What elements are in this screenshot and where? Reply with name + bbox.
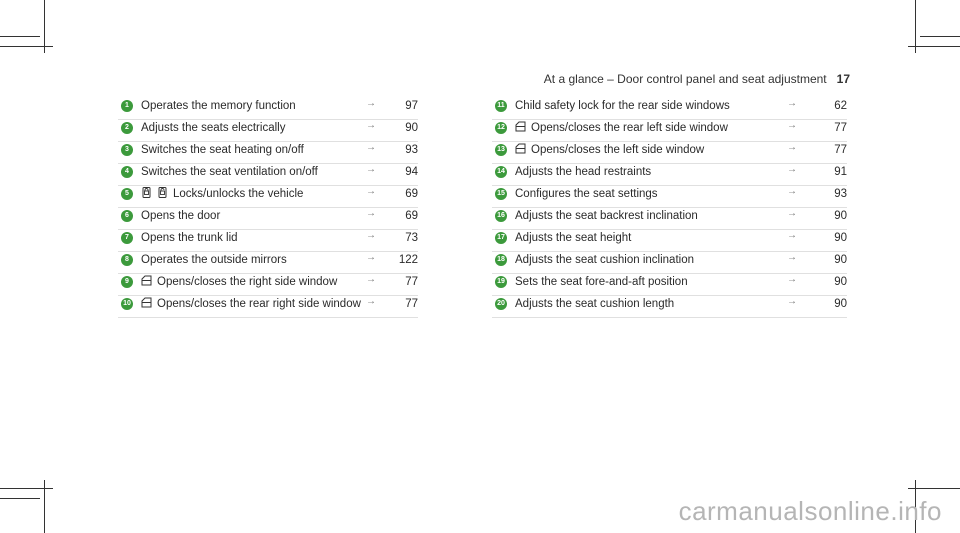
item-description <box>515 121 787 135</box>
watermark: carmanualsonline.info <box>678 496 942 526</box>
item-description <box>141 121 366 135</box>
crop-mark <box>0 46 53 47</box>
page-reference[interactable]: 69 <box>405 210 418 222</box>
page-reference-arrow: → <box>366 274 376 285</box>
list-item <box>118 186 418 208</box>
item-number-badge: 8 <box>121 254 133 266</box>
item-number-badge: 5 <box>121 188 133 200</box>
page-reference[interactable]: 77 <box>405 276 418 288</box>
item-description <box>515 99 787 113</box>
item-description <box>141 231 366 245</box>
page-reference[interactable]: 77 <box>405 298 418 310</box>
item-description <box>141 143 366 157</box>
item-number-badge: 13 <box>495 144 507 156</box>
list-item <box>118 98 418 120</box>
item-number-badge: 4 <box>121 166 133 178</box>
page-reference[interactable]: 69 <box>405 188 418 200</box>
crop-mark <box>0 498 40 499</box>
list-item <box>492 142 847 164</box>
list-item <box>492 164 847 186</box>
item-label: Opens/closes the right side window <box>157 276 338 288</box>
page-reference[interactable]: 97 <box>405 100 418 112</box>
item-label: Adjusts the seat cushion length <box>515 298 675 310</box>
crop-mark <box>44 480 45 533</box>
item-number-badge: 15 <box>495 188 507 200</box>
item-description <box>141 275 366 289</box>
header-title: At a glance – Door control panel and seat adjustment <box>543 72 827 86</box>
page-reference-arrow: → <box>366 142 376 153</box>
crop-mark <box>0 488 53 489</box>
page-reference-arrow: → <box>366 186 376 197</box>
page-reference[interactable]: 77 <box>834 144 847 156</box>
item-description <box>515 275 787 289</box>
item-description <box>141 209 366 223</box>
item-number-badge: 16 <box>495 210 507 222</box>
item-description <box>141 99 366 113</box>
crop-mark <box>44 0 45 53</box>
page-reference-arrow: → <box>366 296 376 307</box>
item-number-badge: 20 <box>495 298 507 310</box>
list-item <box>492 252 847 274</box>
item-label: Configures the seat settings <box>515 188 658 200</box>
right-item-list <box>492 98 847 318</box>
page-reference-arrow: → <box>366 120 376 131</box>
page-reference[interactable]: 62 <box>834 100 847 112</box>
list-item <box>118 142 418 164</box>
item-label: Adjusts the seat height <box>515 232 632 244</box>
item-description <box>141 297 366 311</box>
page-reference-arrow: → <box>366 164 376 175</box>
item-number-badge: 7 <box>121 232 133 244</box>
page-reference[interactable]: 94 <box>405 166 418 178</box>
page-reference[interactable]: 90 <box>405 122 418 134</box>
page-reference[interactable]: 90 <box>834 298 847 310</box>
crop-mark <box>915 0 916 53</box>
page-reference-arrow: → <box>787 230 797 241</box>
item-description <box>141 165 366 179</box>
page-reference-arrow: → <box>366 230 376 241</box>
list-item <box>492 274 847 296</box>
page-reference-arrow: → <box>787 274 797 285</box>
list-item <box>492 230 847 252</box>
item-description <box>515 297 787 311</box>
item-label: Switches the seat heating on/off <box>141 144 304 156</box>
page-reference[interactable]: 91 <box>834 166 847 178</box>
page-reference[interactable]: 93 <box>834 188 847 200</box>
page-reference[interactable]: 90 <box>834 276 847 288</box>
crop-mark <box>920 36 960 37</box>
item-label: Opens/closes the rear right side window <box>157 298 361 310</box>
page-number: 17 <box>836 72 850 86</box>
item-description <box>141 187 366 201</box>
item-description <box>515 253 787 267</box>
page-reference-arrow: → <box>366 208 376 219</box>
window-icon <box>141 297 152 308</box>
window-icon <box>141 275 152 286</box>
item-label: Locks/unlocks the vehicle <box>173 188 304 200</box>
unlock-icon <box>157 187 168 198</box>
item-number-badge: 12 <box>495 122 507 134</box>
item-number-badge: 3 <box>121 144 133 156</box>
item-label: Opens/closes the rear left side window <box>531 122 728 134</box>
item-label: Opens the door <box>141 210 221 222</box>
page-reference-arrow: → <box>787 142 797 153</box>
page-reference[interactable]: 73 <box>405 232 418 244</box>
item-description <box>515 231 787 245</box>
page-reference[interactable]: 90 <box>834 232 847 244</box>
page-header <box>544 72 850 86</box>
item-number-badge: 11 <box>495 100 507 112</box>
list-item <box>492 186 847 208</box>
page-reference-arrow: → <box>366 252 376 263</box>
window-icon <box>515 121 526 132</box>
item-number-badge: 14 <box>495 166 507 178</box>
list-item <box>118 120 418 142</box>
item-description <box>515 143 787 157</box>
list-item <box>118 296 418 318</box>
item-number-badge: 17 <box>495 232 507 244</box>
list-item <box>492 98 847 120</box>
list-item <box>118 230 418 252</box>
list-item <box>118 208 418 230</box>
item-description <box>141 253 366 267</box>
item-label: Adjusts the seat cushion inclination <box>515 254 694 266</box>
item-label: Adjusts the seats electrically <box>141 122 286 134</box>
item-number-badge: 6 <box>121 210 133 222</box>
list-item <box>118 274 418 296</box>
item-label: Sets the seat fore-and-aft position <box>515 276 688 288</box>
item-label: Operates the outside mirrors <box>141 254 287 266</box>
item-number-badge: 1 <box>121 100 133 112</box>
item-number-badge: 2 <box>121 122 133 134</box>
page-reference-arrow: → <box>787 252 797 263</box>
list-item <box>492 208 847 230</box>
item-label: Child safety lock for the rear side windows <box>515 100 730 112</box>
page-reference[interactable]: 122 <box>398 254 418 266</box>
item-number-badge: 18 <box>495 254 507 266</box>
page-reference-arrow: → <box>366 98 376 109</box>
list-item <box>492 120 847 142</box>
page-reference-arrow: → <box>787 296 797 307</box>
item-label: Operates the memory function <box>141 100 296 112</box>
page-reference-arrow: → <box>787 164 797 175</box>
item-number-badge: 19 <box>495 276 507 288</box>
lock-icon <box>141 187 152 198</box>
page-reference-arrow: → <box>787 98 797 109</box>
item-label: Switches the seat ventilation on/off <box>141 166 318 178</box>
page-reference[interactable]: 90 <box>834 210 847 222</box>
crop-mark <box>0 36 40 37</box>
page-reference-arrow: → <box>787 120 797 131</box>
item-number-badge: 9 <box>121 276 133 288</box>
item-number-badge: 10 <box>121 298 133 310</box>
page-reference[interactable]: 77 <box>834 122 847 134</box>
item-label: Adjusts the seat backrest inclination <box>515 210 698 222</box>
left-item-list <box>118 98 418 318</box>
item-description <box>515 209 787 223</box>
window-icon <box>515 143 526 154</box>
list-item <box>118 252 418 274</box>
item-description <box>515 165 787 179</box>
list-item <box>118 164 418 186</box>
item-label: Adjusts the head restraints <box>515 166 652 178</box>
page-reference[interactable]: 93 <box>405 144 418 156</box>
page-reference[interactable]: 90 <box>834 254 847 266</box>
page-reference-arrow: → <box>787 186 797 197</box>
item-label: Opens/closes the left side window <box>531 144 705 156</box>
list-item <box>492 296 847 318</box>
page-reference-arrow: → <box>787 208 797 219</box>
item-label: Opens the trunk lid <box>141 232 238 244</box>
item-description <box>515 187 787 201</box>
